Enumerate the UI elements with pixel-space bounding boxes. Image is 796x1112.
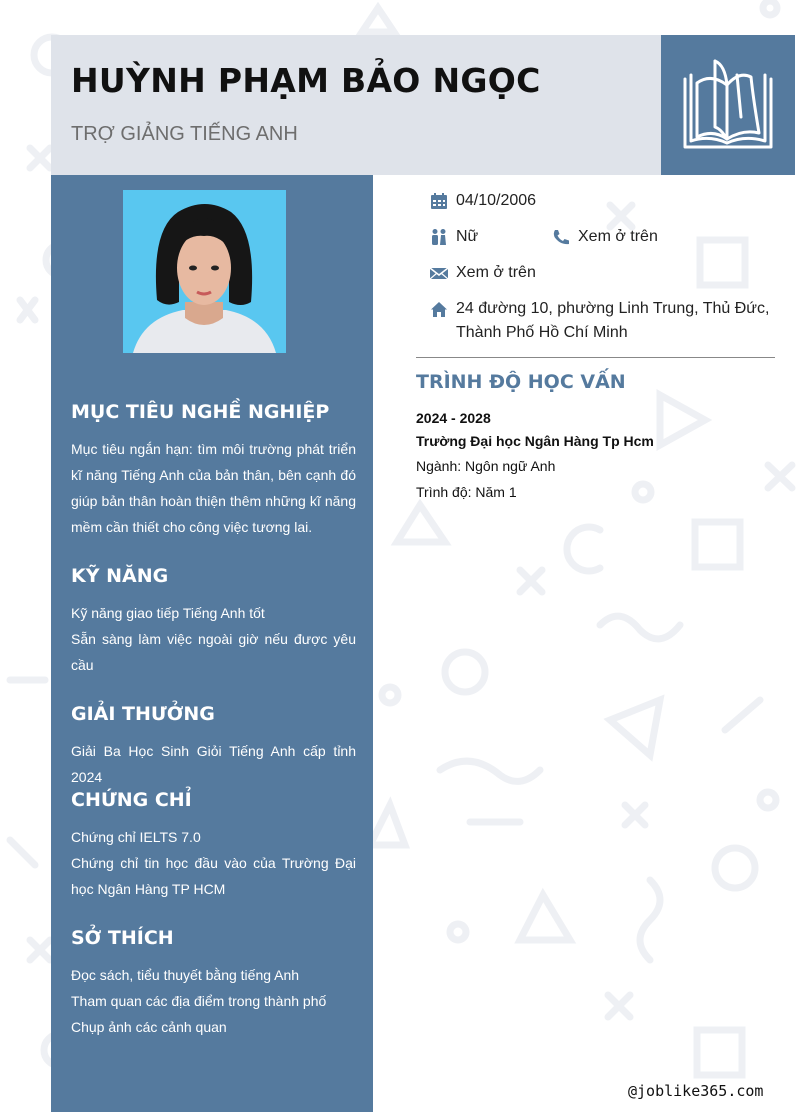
skill-item: Sẵn sàng làm việc ngoài giờ nếu được yêu cầu (71, 631, 356, 673)
sidebar (51, 175, 373, 1112)
open-book-icon (681, 57, 775, 153)
section-divider (416, 357, 775, 358)
hobby-item: Tham quan các địa điểm trong thành phố (71, 993, 327, 1009)
candidate-name: HUỲNH PHẠM BẢO NGỌC (71, 61, 541, 100)
birthday-value: 04/10/2006 (456, 192, 537, 209)
skills-section (71, 564, 356, 678)
skill-item: Kỹ năng giao tiếp Tiếng Anh tốt (71, 605, 265, 621)
education-level: Trình độ: Năm 1 (416, 484, 517, 500)
job-title: TRỢ GIẢNG TIẾNG ANH (71, 123, 298, 145)
hobbies-heading: SỞ THÍCH (71, 927, 174, 949)
profile-photo (123, 190, 286, 353)
skills-heading: KỸ NĂNG (71, 565, 169, 587)
award-item: Giải Ba Học Sinh Giỏi Tiếng Anh cấp tỉnh 2024 (71, 743, 356, 785)
email-value[interactable]: Xem ở trên (456, 264, 536, 281)
awards-heading: GIẢI THƯỞNG (71, 703, 215, 725)
certificate-item: Chứng chỉ IELTS 7.0 (71, 829, 201, 845)
education-heading: TRÌNH ĐỘ HỌC VẤN (416, 371, 626, 393)
email-icon (430, 265, 448, 281)
phone-icon (552, 229, 570, 245)
education-period: 2024 - 2028 (416, 410, 491, 426)
calendar-icon (430, 193, 448, 209)
main-column (373, 175, 796, 1112)
book-icon-box (661, 35, 795, 175)
hobbies-section (71, 926, 356, 1040)
certificates-heading: CHỨNG CHỈ (71, 789, 192, 811)
career-goal-section (71, 400, 356, 540)
hobby-item: Chụp ảnh các cảnh quan (71, 1019, 227, 1035)
address-line-1: 24 đường 10, phường Linh Trung, Thủ Đức, (456, 300, 770, 317)
career-goal-text: Mục tiêu ngắn hạn: tìm môi trường phát triển kĩ năng Tiếng Anh của bản thân, bên cạnh đó giúp bản thân hoàn thiện thêm những kĩ năng mềm cần thiết cho công việc tương lai. (71, 441, 356, 535)
footer-watermark: @joblike365.com (628, 1082, 764, 1100)
awards-section (71, 702, 356, 790)
certificate-item: Chứng chỉ tin học đầu vào của Trường Đại học Ngân Hàng TP HCM (71, 855, 356, 897)
phone-value[interactable]: Xem ở trên (578, 228, 658, 245)
career-goal-heading: MỤC TIÊU NGHỀ NGHIỆP (71, 401, 330, 423)
education-school: Trường Đại học Ngân Hàng Tp Hcm (416, 433, 654, 449)
gender-icon (430, 229, 448, 245)
hobby-item: Đọc sách, tiểu thuyết bằng tiếng Anh (71, 967, 300, 983)
education-major: Ngành: Ngôn ngữ Anh (416, 458, 556, 474)
gender-value: Nữ (456, 228, 479, 245)
address-line-2: Thành Phố Hồ Chí Minh (456, 324, 628, 341)
certificates-section (71, 788, 356, 902)
home-icon (430, 301, 448, 317)
header-banner (51, 35, 661, 175)
